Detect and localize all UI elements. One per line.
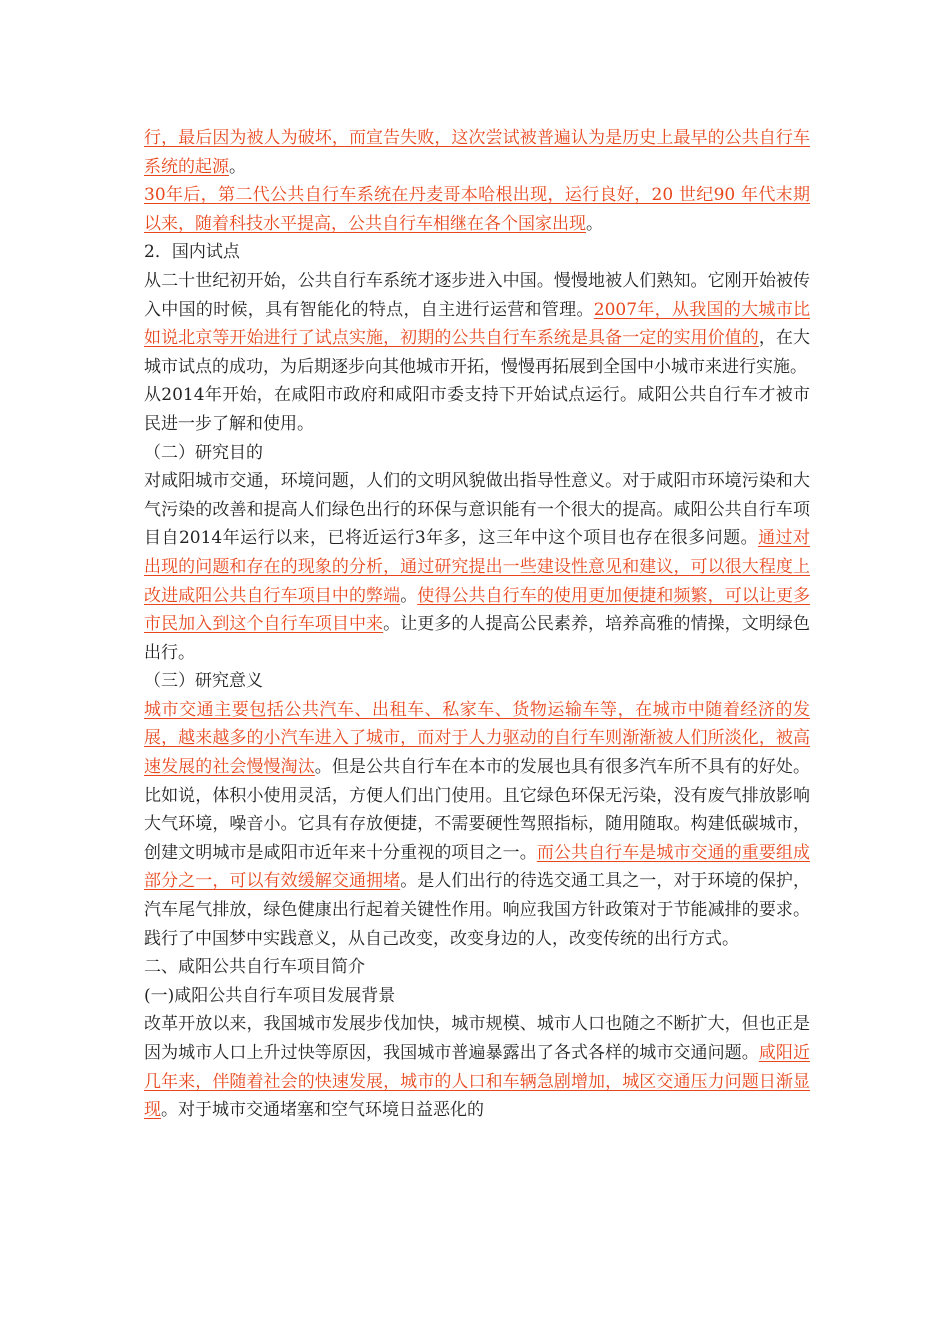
body-paragraph <box>144 267 810 381</box>
body-paragraph <box>144 1010 810 1124</box>
section-heading <box>144 238 810 267</box>
section-heading <box>144 439 810 468</box>
section-heading <box>144 667 810 696</box>
text-run: 对咸阳城市交通，环境问题，人们的文明风貌做出指导性意义。对于咸阳市环境污染和大气污染的改善和提高人们绿色出行的环保与意识能有一个很大的提高。咸阳公共自行车项目自2014年运行以来，已将近运行3年多，这三年中这个项目也存在很多问题。 <box>144 471 810 549</box>
text-run: （二）研究目的 <box>144 442 263 463</box>
document-page <box>144 124 810 1125</box>
highlighted-text: 通过对出现的问题和存在的现象的分析，通过研究提出一些建设性意见和建议，可以很大程度上改进咸阳公共自行车项目中的弊端 <box>144 528 811 606</box>
text-run: 。对于城市交通堵塞和空气环境日益恶化的 <box>161 1100 484 1121</box>
text-run: (一)咸阳公共自行车项目发展背景 <box>144 985 396 1006</box>
highlighted-text: 使得公共自行车的使用更加便捷和频繁，可以让更多市民加入到这个自行车项目中来 <box>144 585 811 635</box>
text-run: （三）研究意义 <box>144 671 263 692</box>
text-run: ，在大城市试点的成功，为后期逐步向其他城市开拓，慢慢再拓展到全国中小城市来进行实施。 <box>144 328 811 377</box>
body-paragraph <box>144 181 810 238</box>
highlighted-text: 30年后，第二代公共自行车系统在丹麦哥本哈根出现，运行良好，20 世纪90 年代末期以来，随着科技水平提高，公共自行车相继在各个国家出现 <box>144 185 810 234</box>
text-run: 。 <box>400 585 418 606</box>
text-run: 。但是公共自行车在本市的发展也具有很多汽车所不具有的好处。比如说，体积小使用灵活，方便人们出门使用。且它绿色环保无污染，没有废气排放影响大气环境，噪音小。它具有存放便捷，不需要硬性驾照指标，随用随取。构建低碳城市，创建文明城市是咸阳市近年来十分重视的项目之一。 <box>144 757 811 863</box>
text-run: 。是人们出行的待选交通工具之一，对于环境的保护，汽车尾气排放，绿色健康出行起着关键性作用。响应我国方针政策对于节能减排的要求。践行了中国梦中实践意义，从自己改变，改变身边的人，改变传统的出行方式。 <box>144 871 811 949</box>
section-heading <box>144 982 810 1011</box>
text-run: 。让更多的人提高公民素养，培养高雅的情操，文明绿色出行。 <box>144 614 811 663</box>
section-heading <box>144 953 810 982</box>
text-run: 。 <box>586 213 603 234</box>
text-run: 。 <box>229 156 246 177</box>
text-run: 从2014年开始，在咸阳市政府和咸阳市委支持下开始试点运行。咸阳公共自行车才被市民进一步了解和使用。 <box>144 385 810 434</box>
highlighted-text: 行，最后因为被人为破坏，而宣告失败，这次尝试被普遍认为是历史上最早的公共自行车系统的起源 <box>144 128 810 177</box>
text-run: 2．国内试点 <box>144 242 240 263</box>
highlighted-text: 而公共自行车是城市交通的重要组成部分之一，可以有效缓解交通拥堵 <box>144 842 811 892</box>
highlighted-text: 咸阳近几年来，伴随着社会的快速发展，城市的人口和车辆急剧增加，城区交通压力问题日渐显现 <box>144 1043 811 1121</box>
body-paragraph <box>144 124 810 181</box>
text-run: 改革开放以来，我国城市发展步伐加快，城市规模、城市人口也随之不断扩大，但也正是因为城市人口上升过快等原因，我国城市普遍暴露出了各式各样的城市交通问题。 <box>144 1014 810 1063</box>
text-run: 二、咸阳公共自行车项目简介 <box>144 957 365 978</box>
highlighted-text: 2007年，从我国的大城市比如说北京等开始进行了试点实施，初期的公共自行车系统是具备一定的实用价值的 <box>144 299 811 349</box>
text-run: 从二十世纪初开始，公共自行车系统才逐步进入中国。慢慢地被人们熟知。它刚开始被传入中国的时候，具有智能化的特点，自主进行运营和管理。 <box>144 270 810 320</box>
body-paragraph <box>144 467 810 667</box>
highlighted-text: 城市交通主要包括公共汽车、出租车、私家车、货物运输车等，在城市中随着经济的发展，越来越多的小汽车进入了城市，而对于人力驱动的自行车则渐渐被人们所淡化，被高速发展的社会慢慢淘汰 <box>144 699 810 778</box>
body-paragraph <box>144 381 810 438</box>
body-paragraph <box>144 696 810 953</box>
